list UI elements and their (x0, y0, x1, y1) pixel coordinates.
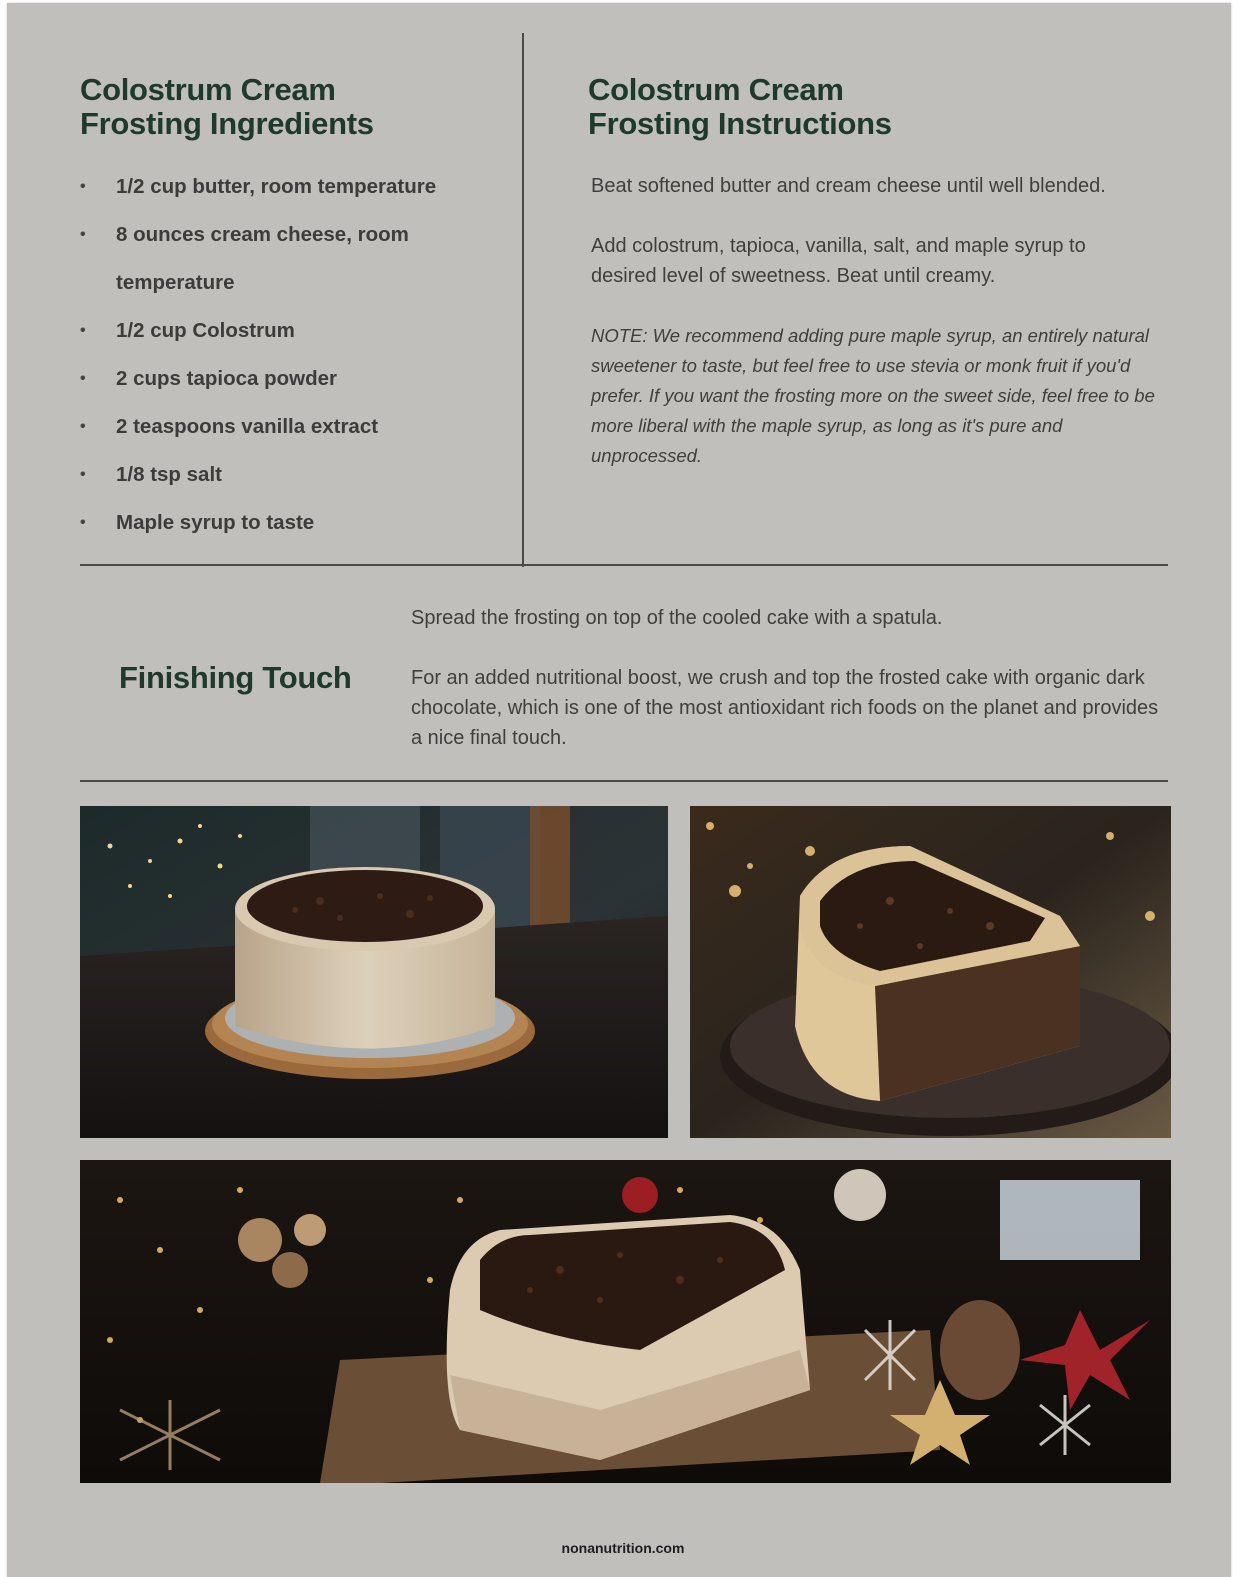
column-divider (522, 33, 524, 567)
instructions-title-line1: Colostrum Cream (588, 72, 844, 107)
ingredient-item: • 2 cups tapioca powder (80, 355, 500, 403)
ingredients-title-line2: Frosting Ingredients (80, 106, 374, 141)
finishing-para-1: Spread the frosting on top of the cooled cake with a spatula. (411, 607, 943, 629)
section-divider-top (80, 564, 1168, 566)
ingredients-list (80, 163, 500, 547)
instruction-step-2: Add colostrum, tapioca, vanilla, salt, and maple syrup to desired level of sweetness. Beat until creamy. (591, 235, 1086, 287)
cake-photo-round (80, 806, 668, 1138)
finishing-heading: Finishing Touch (119, 660, 352, 695)
ingredients-title-line1: Colostrum Cream (80, 72, 336, 107)
recipe-page (7, 3, 1231, 1577)
ingredient-item: • 2 teaspoons vanilla extract (80, 403, 500, 451)
finishing-text (411, 603, 1171, 753)
ingredient-item: • 1/8 tsp salt (80, 451, 500, 499)
ingredient-item: • 1/2 cup butter, room temperature (80, 163, 500, 211)
ingredients-section (80, 73, 500, 547)
cake-photo-sheet (80, 1160, 1171, 1483)
instructions-section (588, 73, 1178, 471)
cake-photo-slice (690, 806, 1171, 1138)
instructions-heading (588, 73, 1178, 141)
ingredient-item: • Maple syrup to taste (80, 499, 500, 547)
instruction-step-1: Beat softened butter and cream cheese until well blended. (591, 175, 1106, 197)
section-divider-bottom (80, 780, 1168, 782)
ingredient-item: • 8 ounces cream cheese, room temperature (80, 211, 446, 307)
instructions-title-line2: Frosting Instructions (588, 106, 892, 141)
ingredients-heading (80, 73, 500, 141)
instruction-note: NOTE: We recommend adding pure maple syrup, an entirely natural sweetener to taste, but feel free to use stevia or monk fruit if you'd prefer. If you want the frosting more on the sweet side, feel free to be more liberal with the maple syrup, as long as it's pure and unprocessed. (591, 325, 1155, 466)
finishing-para-2: For an added nutritional boost, we crush and top the frosted cake with organic dark chocolate, which is one of the most antioxidant rich foods on the planet and provides a nice final touch. (411, 667, 1159, 749)
ingredient-item: • 1/2 cup Colostrum (80, 307, 500, 355)
footer-site: nonanutrition.com (561, 1540, 685, 1556)
